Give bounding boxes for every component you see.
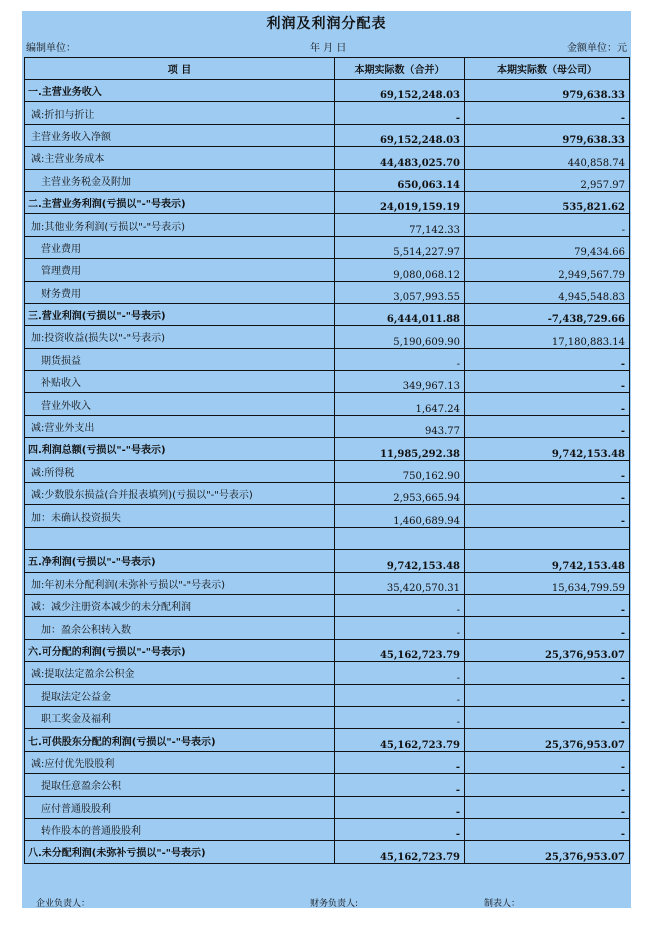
row-label: 期货损益 <box>25 348 335 370</box>
row-label: 加:其他业务利润(亏损以"-"号表示) <box>25 214 335 236</box>
table-row <box>25 572 630 594</box>
row-label: 主营业务税金及附加 <box>25 169 335 191</box>
table-row <box>25 706 630 728</box>
parent-value: 4,945,548.83 <box>465 281 630 303</box>
consolidated-value: - <box>335 774 465 796</box>
preparer-label: 制表人： <box>484 899 521 909</box>
parent-value: - <box>465 818 630 840</box>
table-row <box>25 662 630 684</box>
consolidated-value: 24,019,159.19 <box>335 191 465 213</box>
parent-value: - <box>465 348 630 370</box>
table-row <box>25 751 630 773</box>
row-label: 三.营业利润(亏损以"-"号表示) <box>25 303 335 325</box>
parent-value: - <box>465 415 630 437</box>
table-row <box>25 818 630 840</box>
parent-value: 79,434.66 <box>465 236 630 258</box>
parent-value: 9,742,153.48 <box>465 550 630 572</box>
consolidated-value: 77,142.33 <box>335 214 465 236</box>
consolidated-value: 3,057,993.55 <box>335 281 465 303</box>
parent-value: - <box>465 214 630 236</box>
table-row <box>25 774 630 796</box>
row-label: 减:折扣与折让 <box>25 102 335 124</box>
consolidated-value: - <box>335 818 465 840</box>
consolidated-value: 11,985,292.38 <box>335 438 465 460</box>
row-label: 提取法定公益金 <box>25 684 335 706</box>
row-label: 财务费用 <box>25 281 335 303</box>
parent-value: - <box>465 617 630 639</box>
table-row <box>25 102 630 124</box>
consolidated-value: 750,162.90 <box>335 460 465 482</box>
row-label: 营业外收入 <box>25 393 335 415</box>
parent-value: -7,438,729.66 <box>465 303 630 325</box>
consolidated-value: 45,162,723.79 <box>335 841 465 863</box>
parent-value: 25,376,953.07 <box>465 841 630 863</box>
table-row <box>25 550 630 572</box>
table-row <box>25 483 630 505</box>
profit-distribution-table <box>24 57 630 864</box>
table-row <box>25 326 630 348</box>
row-label: 营业费用 <box>25 236 335 258</box>
consolidated-value: 35,420,570.31 <box>335 572 465 594</box>
prepared-by-label: 编制单位： <box>26 43 76 54</box>
table-row <box>25 729 630 751</box>
table-row <box>25 80 630 102</box>
table-row <box>25 438 630 460</box>
row-label: 加:投资收益(损失以"-"号表示) <box>25 326 335 348</box>
consolidated-value: - <box>335 594 465 616</box>
consolidated-value: 9,742,153.48 <box>335 550 465 572</box>
parent-value: - <box>465 102 630 124</box>
row-label: 提取任意盈余公积 <box>25 774 335 796</box>
consolidated-value: 1,460,689.94 <box>335 505 465 527</box>
row-label: 应付普通股股利 <box>25 796 335 818</box>
row-label: 五.净利润(亏损以"-"号表示) <box>25 550 335 572</box>
row-label: 加：盈余公积转入数 <box>25 617 335 639</box>
table-row <box>25 214 630 236</box>
consolidated-value: 9,080,068.12 <box>335 259 465 281</box>
parent-value: - <box>465 393 630 415</box>
table-header-row <box>25 58 630 80</box>
parent-value: - <box>465 371 630 393</box>
row-label: 减:主营业务成本 <box>25 147 335 169</box>
table-row <box>25 236 630 258</box>
table-row <box>25 169 630 191</box>
table-row <box>25 393 630 415</box>
row-label: 四.利润总额(亏损以"-"号表示) <box>25 438 335 460</box>
parent-value: - <box>465 460 630 482</box>
row-label: 减:应付优先股股利 <box>25 751 335 773</box>
report-title: 利润及利润分配表 <box>266 16 387 32</box>
parent-value: 9,742,153.48 <box>465 438 630 460</box>
table-row <box>25 371 630 393</box>
parent-value: 2,957.97 <box>465 169 630 191</box>
consolidated-value: - <box>335 348 465 370</box>
parent-value: - <box>465 662 630 684</box>
header-item: 项 目 <box>25 58 335 80</box>
row-label: 减：减少注册资本减少的未分配利润 <box>25 594 335 616</box>
row-label: 补贴收入 <box>25 371 335 393</box>
table-row <box>25 191 630 213</box>
row-label: 减:营业外支出 <box>25 415 335 437</box>
consolidated-value: - <box>335 684 465 706</box>
row-label: 六.可分配的利润(亏损以"-"号表示) <box>25 639 335 661</box>
row-label: 八.未分配利润(未弥补亏损以"-"号表示) <box>25 841 335 863</box>
parent-value: - <box>465 594 630 616</box>
consolidated-value: 650,063.14 <box>335 169 465 191</box>
parent-value: - <box>465 774 630 796</box>
row-label: 减:提取法定盈余公积金 <box>25 662 335 684</box>
parent-value: 979,638.33 <box>465 80 630 102</box>
enterprise-head-label: 企业负责人： <box>36 899 91 909</box>
row-label: 加：未确认投资损失 <box>25 505 335 527</box>
consolidated-value: 69,152,248.03 <box>335 80 465 102</box>
table-row <box>25 841 630 863</box>
row-label: 管理费用 <box>25 259 335 281</box>
table-row <box>25 348 630 370</box>
row-label: 一.主营业务收入 <box>25 80 335 102</box>
date-label: 年 月 日 <box>310 43 347 54</box>
row-label: 减:少数股东损益(合并报表填列)(亏损以"-"号表示) <box>25 483 335 505</box>
table-row <box>25 505 630 527</box>
parent-value: - <box>465 706 630 728</box>
consolidated-value: - <box>335 796 465 818</box>
consolidated-value: 5,190,609.90 <box>335 326 465 348</box>
table-row <box>25 281 630 303</box>
header-parent: 本期实际数（母公司） <box>465 58 630 80</box>
table-row <box>25 460 630 482</box>
parent-value: 440,858.74 <box>465 147 630 169</box>
parent-value: 535,821.62 <box>465 191 630 213</box>
consolidated-value: 5,514,227.97 <box>335 236 465 258</box>
consolidated-value: 45,162,723.79 <box>335 729 465 751</box>
parent-value: 17,180,883.14 <box>465 326 630 348</box>
table-row <box>25 147 630 169</box>
parent-value: 25,376,953.07 <box>465 639 630 661</box>
parent-value: - <box>465 796 630 818</box>
table-row <box>25 617 630 639</box>
consolidated-value: 69,152,248.03 <box>335 124 465 146</box>
table-row <box>25 796 630 818</box>
table-row <box>25 639 630 661</box>
header-consolidated: 本期实际数（合并） <box>335 58 465 80</box>
consolidated-value: - <box>335 751 465 773</box>
consolidated-value: - <box>335 662 465 684</box>
consolidated-value: 1,647.24 <box>335 393 465 415</box>
row-label: 二.主营业务利润(亏损以"-"号表示) <box>25 191 335 213</box>
consolidated-value: 45,162,723.79 <box>335 639 465 661</box>
parent-value <box>465 527 630 549</box>
consolidated-value: - <box>335 102 465 124</box>
parent-value: - <box>465 483 630 505</box>
row-label: 加:年初未分配利润(未弥补亏损以"-"号表示) <box>25 572 335 594</box>
report-sheet <box>22 11 631 908</box>
table-row <box>25 124 630 146</box>
table-row <box>25 684 630 706</box>
consolidated-value: 943.77 <box>335 415 465 437</box>
row-label: 减:所得税 <box>25 460 335 482</box>
consolidated-value: - <box>335 706 465 728</box>
row-label: 转作股本的普通股股利 <box>25 818 335 840</box>
table-row <box>25 415 630 437</box>
row-label: 主营业务收入净额 <box>25 124 335 146</box>
consolidated-value: 6,444,011.88 <box>335 303 465 325</box>
parent-value: 979,638.33 <box>465 124 630 146</box>
consolidated-value: 349,967.13 <box>335 371 465 393</box>
parent-value: 2,949,567.79 <box>465 259 630 281</box>
table-row <box>25 527 630 549</box>
consolidated-value <box>335 527 465 549</box>
row-label: 七.可供股东分配的利润(亏损以"-"号表示) <box>25 729 335 751</box>
parent-value: - <box>465 505 630 527</box>
parent-value: - <box>465 684 630 706</box>
parent-value: 15,634,799.59 <box>465 572 630 594</box>
table-row <box>25 259 630 281</box>
table-row <box>25 594 630 616</box>
finance-head-label: 财务负责人: <box>310 899 359 909</box>
consolidated-value: - <box>335 617 465 639</box>
currency-unit-label: 金额单位：元 <box>567 43 627 54</box>
parent-value: - <box>465 751 630 773</box>
consolidated-value: 44,483,025.70 <box>335 147 465 169</box>
table-row <box>25 303 630 325</box>
parent-value: 25,376,953.07 <box>465 729 630 751</box>
row-label: 职工奖金及福利 <box>25 706 335 728</box>
row-label <box>25 527 335 549</box>
consolidated-value: 2,953,665.94 <box>335 483 465 505</box>
